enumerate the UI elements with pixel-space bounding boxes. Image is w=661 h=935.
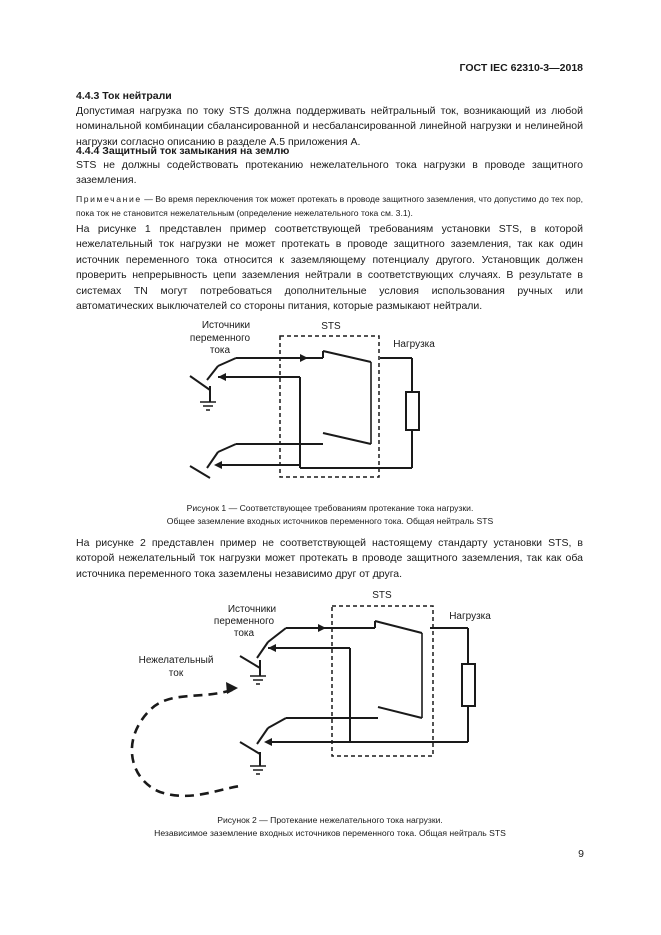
fig2-source1-branch bbox=[257, 642, 268, 658]
fig1-sources-label-2: переменного bbox=[189, 333, 251, 344]
fig1-sources-label-1: Источники bbox=[201, 320, 251, 331]
fig2-source1-top bbox=[268, 628, 286, 642]
figure2-caption bbox=[60, 814, 600, 840]
fig2-switch2-blade bbox=[378, 707, 422, 718]
fig2-unwanted-label-1: Нежелательный bbox=[138, 655, 214, 666]
fig2-arrow-neutral1 bbox=[268, 644, 276, 652]
section-4-4-3-title: 4.4.3 Ток нейтрали bbox=[76, 90, 172, 102]
note-label: Примечание bbox=[76, 194, 142, 204]
figure1-caption-line2: Общее заземление входных источников переменного тока. Общая нейтраль STS bbox=[166, 516, 494, 526]
note-text: — Во время переключения ток может протекать в проводе защитного заземления, что допустимо до тех пор, пока ток не становится нежелательным (определение нежелательного тока см. 3.1). bbox=[76, 194, 583, 219]
fig1-sts-label: STS bbox=[321, 321, 341, 332]
figure1-paragraph: На рисунке 1 представлен пример соответствующей требованиям установки STS, в которой нежелательный ток нагрузки не может протекать в проводе защитного заземления, так как один источник переменного тока относится к заземляющему потенциалу другого. Установщик должен проверить непрерывность цепи заземления нейтрали в соответствующих случаях. В результате в системах TN могут потребоваться дополнительные условия использования ручных или автоматических выключателей со стороны питания, которые размыкают нейтрали. bbox=[76, 223, 583, 313]
fig2-sources-label-3: тока bbox=[233, 628, 255, 639]
fig2-arrow-unwanted bbox=[226, 682, 238, 694]
fig2-sources-label-2: переменного bbox=[213, 616, 275, 627]
figure2-caption-line2: Независимое заземление входных источников переменного тока. Общая нейтраль STS bbox=[154, 828, 506, 838]
section-4-4-4-title: 4.4.4 Защитный ток замыкания на землю bbox=[76, 145, 290, 157]
fig2-load-resistor bbox=[462, 664, 475, 706]
figure2-paragraph: На рисунке 2 представлен пример не соответствующей настоящему стандарту установки STS, в которой нежелательный ток нагрузки может протекать в проводе защитного заземления, так как оба источника переменного тока заземлены независимо друг от друга. bbox=[76, 537, 583, 580]
fig2-load-label: Нагрузка bbox=[449, 611, 491, 622]
fig2-switch1-blade bbox=[375, 621, 422, 633]
fig1-load-label: Нагрузка bbox=[393, 339, 435, 350]
figure2-caption-line1: Рисунок 2 — Протекание нежелательного тока нагрузки. bbox=[217, 815, 443, 825]
fig2-unwanted-label-2: ток bbox=[168, 668, 184, 679]
fig2-arrow-neutral2 bbox=[264, 738, 272, 746]
fig1-sources-label-3: тока bbox=[209, 345, 231, 356]
section-4-4-4-body: STS не должны содействовать протеканию нежелательного тока нагрузки в проводе защитного заземления. bbox=[76, 159, 583, 187]
fig2-arrow-phase1 bbox=[318, 624, 326, 632]
document-header: ГОСТ IEC 62310-3—2018 bbox=[459, 62, 583, 74]
fig2-unwanted-current-path bbox=[132, 690, 240, 796]
page-number: 9 bbox=[578, 848, 584, 860]
fig2-sources-label-1: Источники bbox=[227, 604, 277, 615]
section-4-4-3-body: Допустимая нагрузка по току STS должна поддерживать нейтральный ток, возникающий из любой номинальной комбинации сбалансированной и несбалансированной линейной нагрузки и нелинейной нагрузки согласно описанию в разделе А.5 приложения А. bbox=[76, 105, 583, 148]
fig2-source2-top bbox=[268, 718, 286, 728]
fig2-sts-label: STS bbox=[372, 590, 392, 601]
figure1-caption-line1: Рисунок 1 — Соответствующее требованиям протекание тока нагрузки. bbox=[186, 503, 474, 513]
